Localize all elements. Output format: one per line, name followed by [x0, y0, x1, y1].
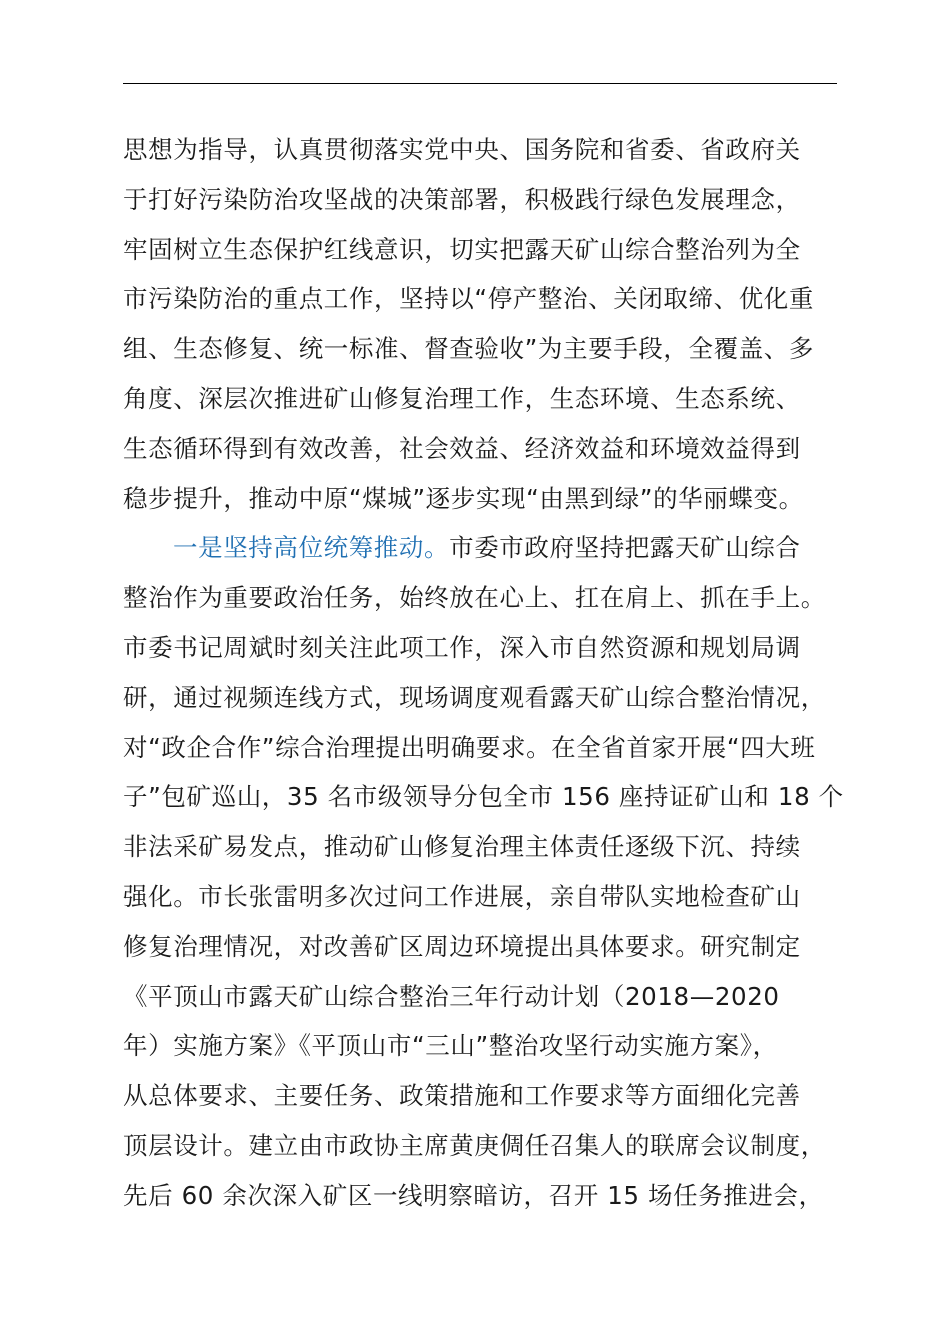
text-line: 角度、深层次推进矿山修复治理工作，生态环境、生态系统、: [123, 383, 801, 413]
text-line: 稳步提升，推动中原“煤城”逐步实现“由黑到绿”的华丽蝶变。: [123, 483, 804, 513]
text-line: 市委书记周斌时刻关注此项工作，深入市自然资源和规划局调: [123, 632, 801, 662]
document-body: [123, 125, 863, 1221]
paragraph-2: [123, 523, 863, 1220]
text-line: 《平顶山市露天矿山综合整治三年行动计划（2018—2020: [123, 981, 780, 1011]
text-line: 非法采矿易发点，推动矿山修复治理主体责任逐级下沉、持续: [123, 832, 801, 862]
text-line-first: [123, 523, 863, 573]
section-heading: 一是坚持高位统筹推动。: [173, 533, 450, 563]
paragraph-1: [123, 125, 863, 523]
header-rule: [123, 83, 837, 84]
text-line: 顶层设计。建立由市政协主席黄庚倜任召集人的联席会议制度，: [123, 1130, 826, 1160]
text-line: 于打好污染防治攻坚战的决策部署，积极践行绿色发展理念，: [123, 184, 801, 214]
text-line-rest: 市委市政府坚持把露天矿山综合: [449, 533, 801, 563]
text-line: 思想为指导，认真贯彻落实党中央、国务院和省委、省政府关: [123, 135, 801, 164]
text-line: 从总体要求、主要任务、政策措施和工作要求等方面细化完善: [123, 1081, 801, 1111]
text-line: 生态循环得到有效改善，社会效益、经济效益和环境效益得到: [123, 433, 801, 463]
text-line: 年）实施方案》《平顶山市“三山”整治攻坚行动实施方案》，: [123, 1031, 778, 1061]
text-line: 组、生态修复、统一标准、督查验收”为主要手段，全覆盖、多: [123, 334, 814, 364]
text-line: 研，通过视频连线方式，现场调度观看露天矿山综合整治情况，: [123, 682, 826, 712]
text-line: 子”包矿巡山，35 名市级领导分包全市 156 座持证矿山和 18 个: [123, 782, 844, 812]
text-line: 对“政企合作”综合治理提出明确要求。在全省首家开展“四大班: [123, 732, 816, 762]
text-line: 牢固树立生态保护红线意识，切实把露天矿山综合整治列为全: [123, 234, 801, 264]
text-line: 先后 60 余次深入矿区一线明察暗访，召开 15 场任务推进会，: [123, 1180, 824, 1210]
text-line: 市污染防治的重点工作，坚持以“停产整治、关闭取缔、优化重: [123, 284, 814, 314]
text-line: 强化。市长张雷明多次过问工作进展，亲自带队实地检查矿山: [123, 881, 801, 911]
text-line: 修复治理情况，对改善矿区周边环境提出具体要求。研究制定: [123, 931, 801, 961]
text-line: 整治作为重要政治任务，始终放在心上、扛在肩上、抓在手上。: [123, 583, 826, 613]
